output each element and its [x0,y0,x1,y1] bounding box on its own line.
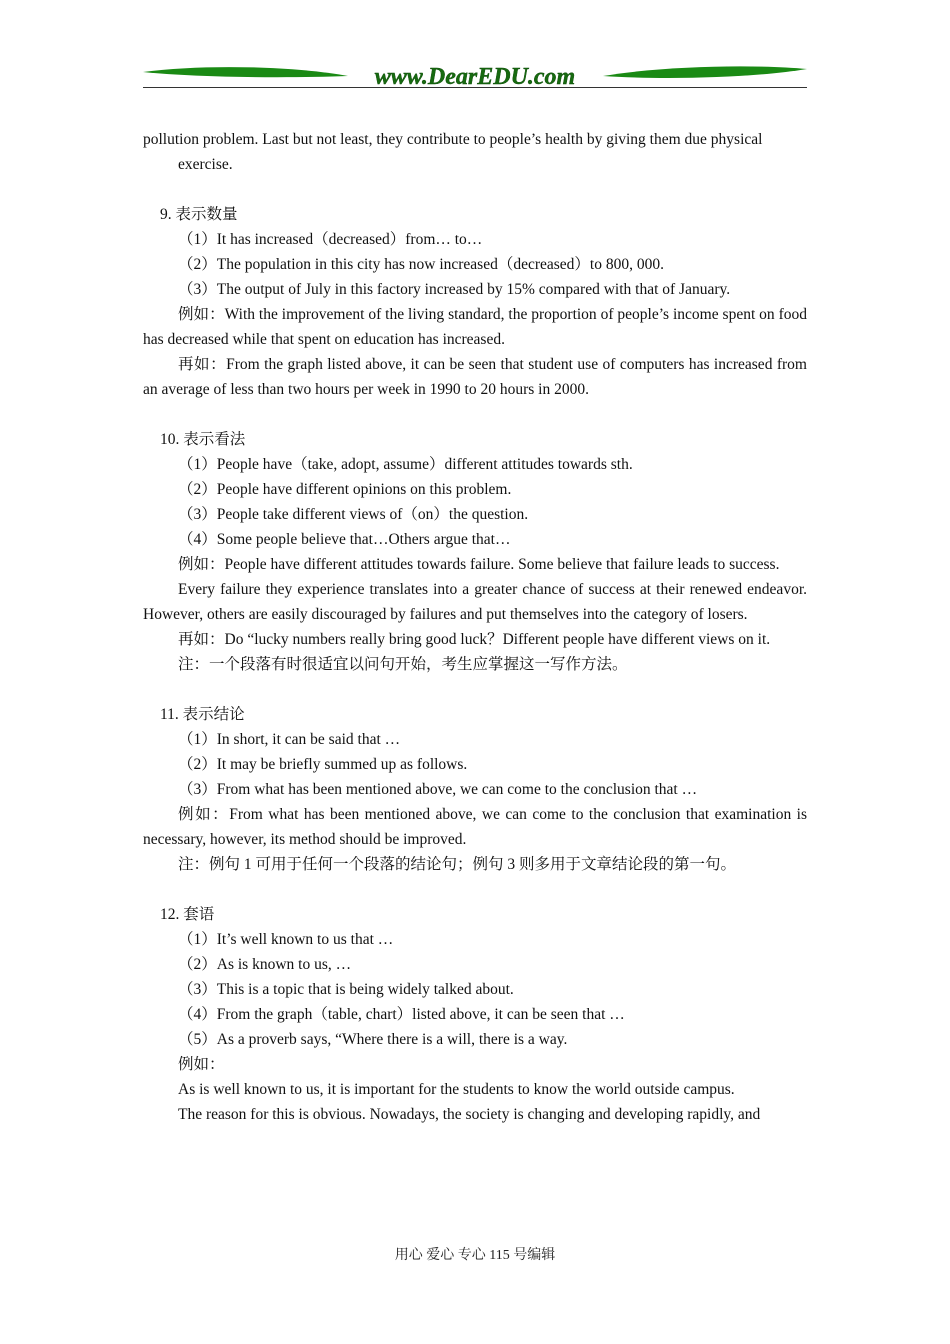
spacer [143,177,807,202]
list-item: （1）It has increased（decreased）from… to… [178,231,483,248]
paragraph: 例如：From what has been mentioned above, we can come to the conclusion that examination is necessary, however, its method should be improved. [143,806,807,848]
list-item: （1）In short, it can be said that … [178,731,401,748]
paragraph-continuation: pollution problem. Last but not least, they contribute to people’s health by giving them due physical [143,131,763,148]
list-item: （2）The population in this city has now increased（decreased）to 800, 000. [178,256,664,273]
list-item: （3）This is a topic that is being widely talked about. [178,981,514,998]
section-heading: 10. 表示看法 [160,431,246,448]
right-swoosh [603,66,807,78]
list-item: （3）The output of July in this factory increased by 15% compared with that of January. [178,281,731,298]
page-footer: 用心 爱心 专心 115 号编辑 [394,1248,556,1263]
site-logo-text: www.DearEDU.com [374,64,576,90]
left-swoosh [143,67,348,77]
list-item: exercise. [178,156,233,173]
spacer [143,677,807,702]
list-item: （3）People take different views of（on）the question. [178,506,529,523]
list-item: （4）Some people believe that…Others argue that… [178,531,511,548]
list-item: （5）As a proverb says, “Where there is a will, there is a way. [178,1031,568,1048]
paragraph: 注：一个段落有时很适宜以问句开始，考生应掌握这一写作方法。 [178,656,628,673]
paragraph: 注：例句 1 可用于任何一个段落的结论句；例句 3 则多用于文章结论段的第一句。 [178,856,737,873]
list-item: （4）From the graph（table, chart）listed above, it can be seen that … [178,1006,625,1023]
paragraph: 例如：With the improvement of the living standard, the proportion of people’s income spent on food has decreased while that spent on education has increased. [143,306,807,348]
list-item: 例如： [178,1056,225,1073]
paragraph: Every failure they experience translates into a greater chance of success at their renewed endeavor. However, others are easily discouraged by failures and put themselves into the category of losers. [143,581,807,623]
section-heading: 11. 表示结论 [160,706,245,723]
list-item: （2）People have different opinions on this problem. [178,481,512,498]
document-body [143,127,807,1127]
list-item: As is well known to us, it is important for the students to know the world outside campus. [178,1081,735,1098]
header-rule [143,87,807,88]
paragraph: 例如：People have different attitudes towards failure. Some believe that failure leads to success. [178,556,780,573]
list-item: （1）People have（take, adopt, assume）different attitudes towards sth. [178,456,633,473]
list-item: （3）From what has been mentioned above, we can come to the conclusion that … [178,781,698,798]
list-item: （2）As is known to us, … [178,956,352,973]
paragraph: 再如：From the graph listed above, it can be seen that student use of computers has increased from an average of less than two hours per week in 1990 to 20 hours in 2000. [143,356,807,398]
paragraph: 再如：Do “lucky numbers really bring good luck？Different people have different views on it. [178,631,771,648]
spacer [143,402,807,427]
list-item: The reason for this is obvious. Nowadays, the society is changing and developing rapidly, and [178,1106,761,1123]
section-heading: 9. 表示数量 [160,206,238,223]
list-item: （1）It’s well known to us that … [178,931,394,948]
list-item: （2）It may be briefly summed up as follows. [178,756,468,773]
spacer [143,877,807,902]
section-heading: 12. 套语 [160,906,215,923]
